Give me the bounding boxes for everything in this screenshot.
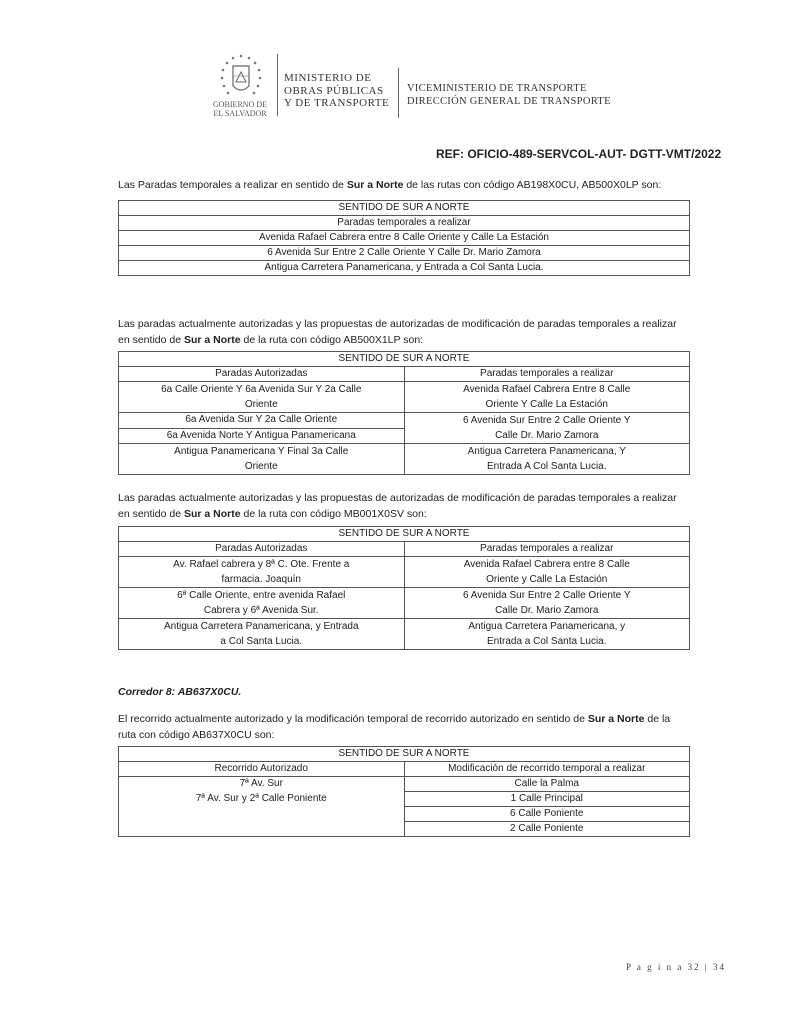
table-cell: 6a Avenida Sur Y 2a Calle Oriente <box>119 413 405 429</box>
table-cell: 1 Calle Principal <box>404 792 690 807</box>
table-cell: 7ª Av. Sur <box>119 777 405 792</box>
letterhead <box>205 48 635 128</box>
intro-text: de la ruta con código AB500X1LP son: <box>240 334 424 346</box>
table-title: SENTIDO DE SUR A NORTE <box>119 201 690 216</box>
column-header: Paradas Autorizadas <box>119 542 405 557</box>
ministry-line1: MINISTERIO DE <box>284 72 372 84</box>
section4-table <box>118 746 690 837</box>
table-cell: Av. Rafael cabrera y 8ª C. Ote. Frente a farmacia. Joaquín <box>119 557 405 588</box>
gobierno-line2: EL SALVADOR <box>213 109 267 118</box>
table-title: SENTIDO DE SUR A NORTE <box>119 747 690 762</box>
table-cell: Antigua Carretera Panamericana, y Entrada a Col Santa Lucia. <box>119 619 405 650</box>
intro-bold: Sur a Norte <box>346 179 404 191</box>
section3-intro <box>118 490 690 522</box>
section2-table <box>118 351 690 475</box>
intro-bold: Sur a Norte <box>183 334 241 346</box>
intro-bold: Sur a Norte <box>183 508 241 520</box>
column-header: Modificación de recorrido temporal a realizar <box>404 762 690 777</box>
gobierno-label <box>205 100 275 118</box>
page-number: P a g i n a 32 | 34 <box>626 962 726 972</box>
section4-intro <box>118 711 690 743</box>
intro-text: Las Paradas temporales a realizar en sentido de <box>118 179 347 191</box>
table-cell: 7ª Av. Sur y 2ª Calle Poniente <box>119 792 405 837</box>
intro-bold: Sur a Norte <box>587 713 645 725</box>
table-title: SENTIDO DE SUR A NORTE <box>119 527 690 542</box>
intro-text: Las paradas actualmente autorizadas y las propuestas de autorizadas de modificación de paradas temporales a realizar <box>118 492 677 504</box>
vice-ministry-name <box>407 82 611 108</box>
column-header: Paradas temporales a realizar <box>404 542 690 557</box>
table-cell: Antigua Panamericana Y Final 3a Calle Oriente <box>119 444 405 475</box>
section1-table <box>118 200 690 276</box>
table-cell: Calle la Palma <box>404 777 690 792</box>
vice-line1: VICEMINISTERIO DE TRANSPORTE <box>407 83 587 94</box>
ministry-line2: OBRAS PÚBLICAS <box>284 84 384 97</box>
table-cell: Antigua Carretera Panamericana, y Entrada a Col Santa Lucia. <box>404 619 690 650</box>
table-cell: 6 Calle Poniente <box>404 807 690 822</box>
intro-text: El recorrido actualmente autorizado y la modificación temporal de recorrido autorizado en sentido de <box>118 713 588 725</box>
section3-table <box>118 526 690 650</box>
column-header: Recorrido Autorizado <box>119 762 405 777</box>
header-divider <box>398 68 399 118</box>
intro-text: en sentido de <box>118 508 184 520</box>
reference-number: REF: OFICIO-489-SERVCOL-AUT- DGTT-VMT/2022 <box>436 147 722 161</box>
table-cell: Antigua Carretera Panamericana, Y Entrada A Col Santa Lucia. <box>404 444 690 475</box>
intro-text: en sentido de <box>118 334 184 346</box>
table-cell: 6a Calle Oriente Y 6a Avenida Sur Y 2a Calle Oriente <box>119 382 405 413</box>
header-divider <box>277 54 278 116</box>
table-cell: 6 Avenida Sur Entre 2 Calle Oriente Y Calle Dr. Mario Zamora <box>404 588 690 619</box>
column-header: Paradas temporales a realizar <box>404 367 690 382</box>
table-subtitle: Paradas temporales a realizar <box>119 216 690 231</box>
table-row: Antigua Carretera Panamericana, y Entrada a Col Santa Lucia. <box>119 261 690 276</box>
ministry-line3: Y DE TRANSPORTE <box>284 97 390 109</box>
table-cell: 6a Avenida Norte Y Antigua Panamericana <box>119 428 405 444</box>
section2-intro <box>118 316 690 348</box>
vice-line2: DIRECCIÓN GENERAL DE TRANSPORTE <box>407 96 611 107</box>
table-title: SENTIDO DE SUR A NORTE <box>119 352 690 367</box>
corredor-heading: Corredor 8: AB637X0CU. <box>118 686 242 698</box>
gobierno-line1: GOBIERNO DE <box>213 100 267 109</box>
table-row: 6 Avenida Sur Entre 2 Calle Oriente Y Calle Dr. Mario Zamora <box>119 246 690 261</box>
table-row: Avenida Rafael Cabrera entre 8 Calle Oriente y Calle La Estación <box>119 231 690 246</box>
table-cell: Avenida Rafael Cabrera Entre 8 Calle Oriente Y Calle La Estación <box>404 382 690 413</box>
table-cell: 2 Calle Poniente <box>404 822 690 837</box>
intro-text: Las paradas actualmente autorizadas y las propuestas de autorizadas de modificación de paradas temporales a realizar <box>118 318 677 330</box>
table-cell: 6ª Calle Oriente, entre avenida Rafael Cabrera y 6ª Avenida Sur. <box>119 588 405 619</box>
section1-intro <box>118 177 690 193</box>
intro-text: de las rutas con código AB198X0CU, AB500X0LP son: <box>403 179 662 191</box>
column-header: Paradas Autorizadas <box>119 367 405 382</box>
table-cell: 6 Avenida Sur Entre 2 Calle Oriente Y Calle Dr. Mario Zamora <box>404 413 690 444</box>
table-cell: Avenida Rafael Cabrera entre 8 Calle Oriente y Calle La Estación <box>404 557 690 588</box>
intro-text: de la ruta con código MB001X0SV son: <box>240 508 427 520</box>
intro-text: ruta con código AB637X0CU son: <box>118 729 275 741</box>
ministry-name <box>284 72 389 110</box>
intro-text: de la <box>644 713 671 725</box>
